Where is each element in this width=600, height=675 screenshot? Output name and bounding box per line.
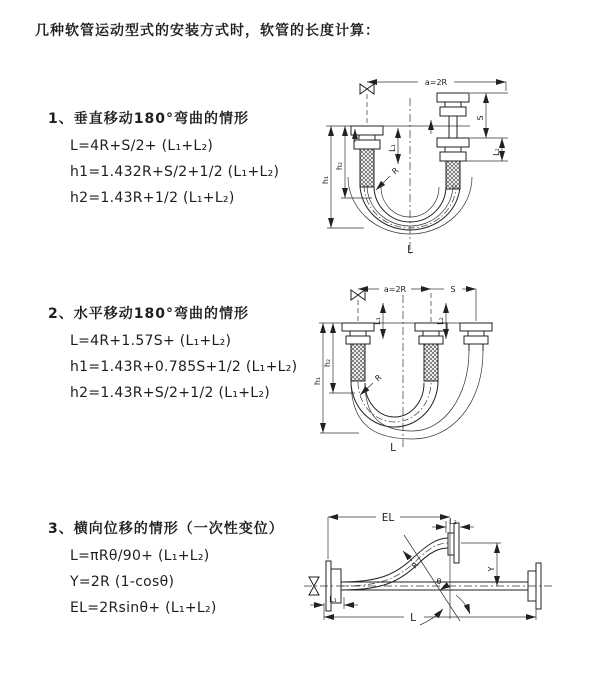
dim-l1-label: L₁ (329, 595, 337, 604)
formula-h1: h1=1.43R+0.785S+1/2 (L₁+L₂) (70, 359, 298, 375)
length-label: L (407, 244, 413, 256)
valve-icon (351, 290, 365, 321)
formula-h2: h2=1.43R+S/2+1/2 (L₁+L₂) (70, 385, 271, 401)
construction-lines (404, 519, 470, 625)
dimensions (310, 512, 536, 624)
formula-h2: h2=1.43R+1/2 (L₁+L₂) (70, 190, 235, 206)
diagram-horizontal-180-bend (313, 281, 595, 471)
left-flange (342, 323, 374, 381)
formula-h1: h1=1.432R+S/2+1/2 (L₁+L₂) (70, 164, 280, 180)
diagram-vertical-180-bend (318, 76, 596, 266)
dim-h2-label: h₂ (323, 358, 332, 368)
section-2-heading: 2、水平移动180°弯曲的情形 (48, 306, 249, 322)
left-flange (351, 126, 383, 187)
dim-l-label: L (410, 612, 416, 624)
formula-length: L=4R+S/2+ (L₁+L₂) (70, 138, 214, 154)
section-vertical-movement (48, 108, 279, 206)
dim-s-label: S (476, 115, 485, 121)
radius-label: R (409, 560, 421, 571)
valve-icon (360, 84, 374, 124)
section-horizontal-movement (48, 303, 297, 401)
right-flange-moved (460, 323, 492, 351)
hose-moved-position (351, 351, 483, 439)
dim-l2-label: L₂ (492, 148, 501, 156)
diagram-lateral-displacement (300, 505, 600, 661)
page-title: 几种软管运动型式的安装方式时，软管的长度计算： (35, 23, 380, 39)
dim-span-label: a=2R (383, 285, 407, 294)
dimensions (321, 78, 508, 256)
dim-span-label: a=2R (424, 78, 448, 87)
braided-hose-section (424, 344, 438, 381)
radius-label: R (373, 372, 384, 384)
dim-l1-label: L₁ (388, 144, 397, 152)
braided-hose-section (446, 161, 460, 189)
formula-length: L=4R+1.57S+ (L₁+L₂) (70, 333, 232, 349)
angle-label: θ (436, 577, 442, 586)
dim-s-label: S (450, 285, 456, 294)
formula-y: Y=2R (1-cosθ) (70, 574, 175, 590)
swing-arrow (456, 595, 470, 614)
section-lateral-displacement (48, 518, 284, 616)
length-label: L (390, 442, 396, 454)
braided-hose-section (351, 344, 365, 381)
formula-length: L=πRθ/90+ (L₁+L₂) (70, 548, 210, 564)
right-flange (437, 93, 469, 189)
dim-h2-label: h₂ (335, 161, 344, 171)
dim-l2-label: L₂ (436, 317, 445, 325)
dim-l1-label: L₁ (373, 317, 382, 325)
dim-h1-label: h₁ (321, 175, 330, 185)
braided-hose-section (360, 149, 374, 187)
hose-u-bend (351, 351, 483, 439)
radius-label: R (390, 165, 401, 177)
dim-l2-label: L₂ (449, 517, 457, 526)
dim-h1-label: h₁ (313, 376, 322, 386)
section-1-heading: 1、垂直移动180°弯曲的情形 (48, 111, 249, 127)
section-3-heading: 3、横向位移的情形（一次性变位） (48, 521, 284, 537)
dim-y-label: Y (487, 566, 496, 572)
dim-el-label: EL (381, 512, 395, 524)
formula-el: EL=2Rsinθ+ (L₁+L₂) (70, 600, 217, 616)
middle-flange (415, 323, 447, 381)
